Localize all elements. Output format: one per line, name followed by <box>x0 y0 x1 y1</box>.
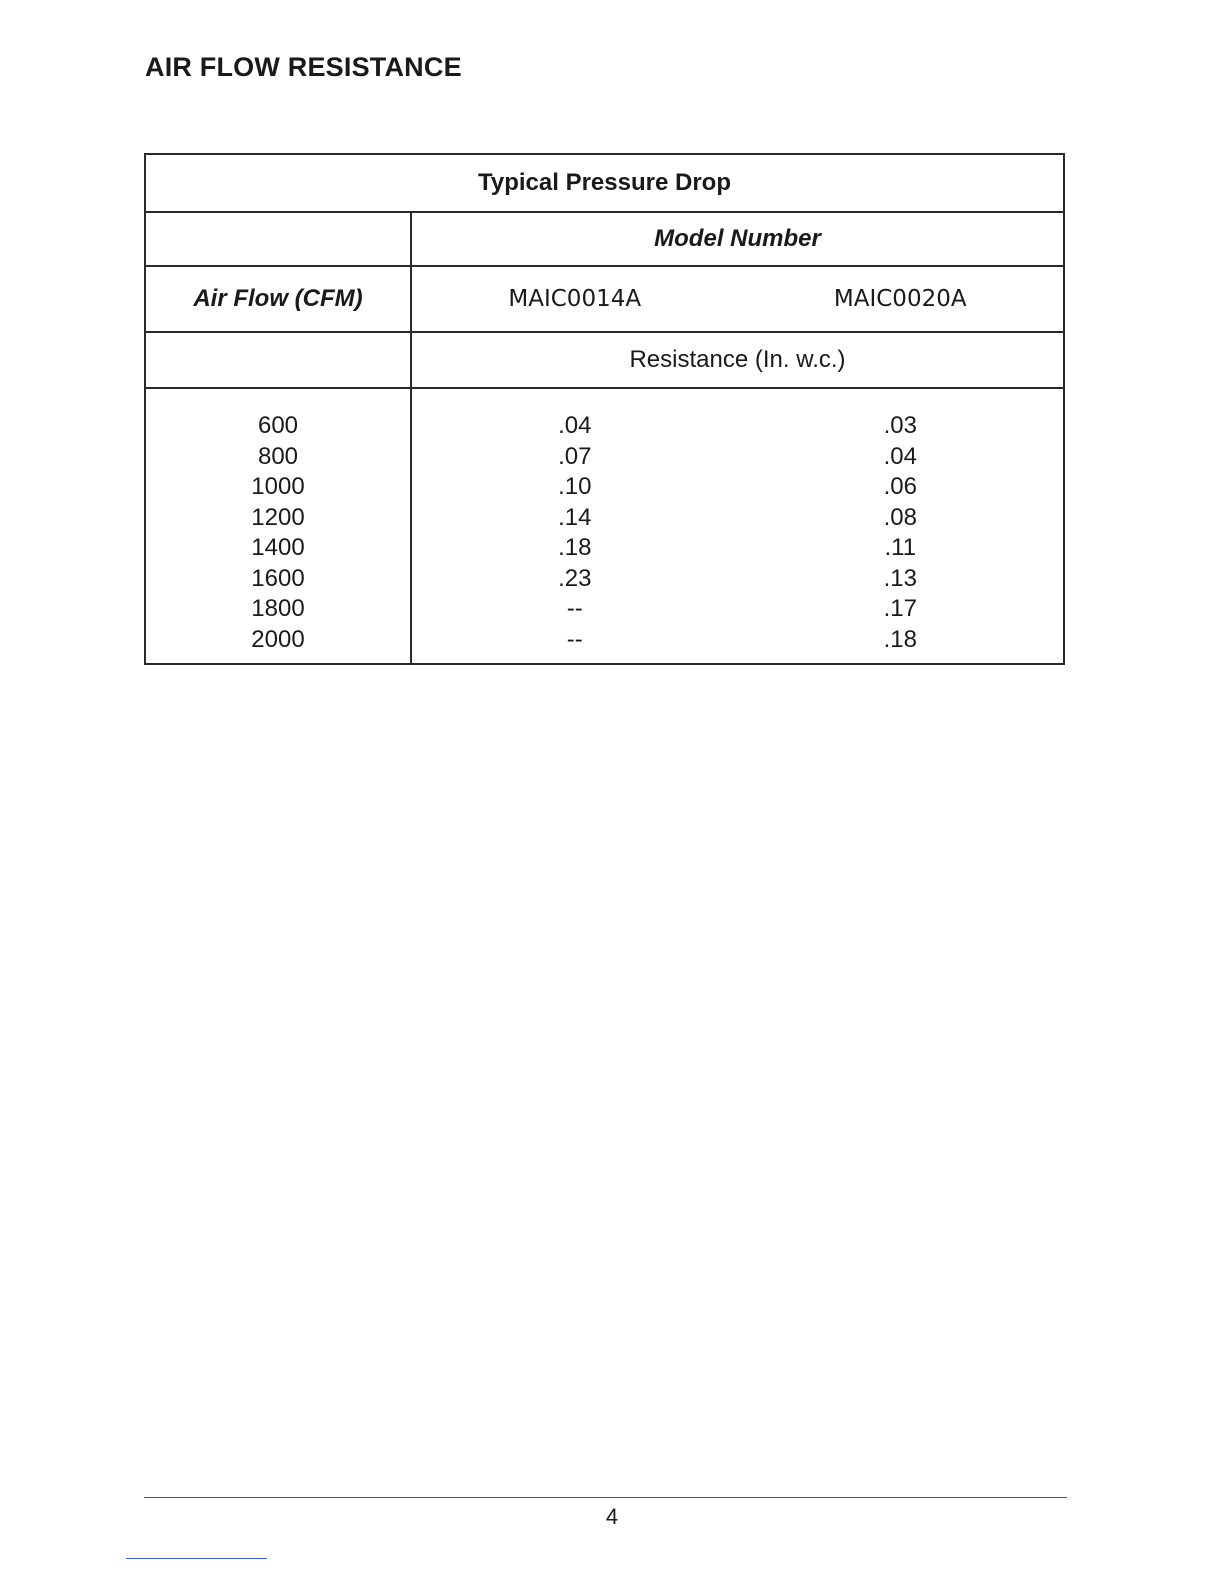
table-title: Typical Pressure Drop <box>145 154 1064 212</box>
resistance-value: -- <box>566 625 583 653</box>
resistance-units-header: Resistance (In. w.c.) <box>411 332 1064 388</box>
model-1-resistance-values <box>412 411 738 655</box>
resistance-value: .08 <box>883 503 917 531</box>
airflow-value: 1200 <box>251 503 305 531</box>
resistance-value: .11 <box>884 534 917 561</box>
model-name-1: MAIC0014A <box>508 286 642 312</box>
resistance-value: .04 <box>883 442 917 470</box>
airflow-value: 600 <box>257 412 299 439</box>
resistance-value: .18 <box>558 534 592 561</box>
resistance-value: .06 <box>883 473 917 500</box>
model-2-resistance-values <box>738 411 1064 655</box>
model-names-cell <box>411 266 1064 332</box>
airflow-value: 1400 <box>251 534 305 561</box>
resistance-value: .13 <box>883 564 917 592</box>
airflow-value: 1800 <box>251 595 305 622</box>
resistance-value: .14 <box>558 503 592 531</box>
pressure-drop-table <box>144 153 1065 665</box>
empty-header-cell <box>145 212 411 266</box>
airflow-values <box>146 411 410 655</box>
airflow-value: 1600 <box>251 564 305 592</box>
airflow-header: Air Flow (CFM) <box>145 266 411 332</box>
airflow-value: 800 <box>257 442 299 470</box>
footer-divider <box>144 1497 1067 1498</box>
resistance-value: .18 <box>883 625 917 653</box>
page-heading: AIR FLOW RESISTANCE <box>145 52 462 82</box>
resistance-value: .03 <box>883 412 917 439</box>
resistance-value: .04 <box>558 412 592 439</box>
link-underline <box>126 1558 267 1559</box>
resistance-value: .17 <box>883 595 917 622</box>
resistance-value: .10 <box>558 473 592 500</box>
page-number: 4 <box>605 1504 619 1529</box>
resistance-value: .23 <box>558 564 592 592</box>
empty-units-cell <box>145 332 411 388</box>
resistance-values-cell <box>411 388 1064 664</box>
airflow-values-cell <box>145 388 411 664</box>
resistance-value: .07 <box>558 442 592 470</box>
airflow-value: 2000 <box>251 625 305 653</box>
resistance-value: -- <box>566 595 583 622</box>
airflow-value: 1000 <box>251 473 305 500</box>
model-name-2: MAIC0020A <box>833 286 967 312</box>
model-number-header: Model Number <box>411 212 1064 266</box>
